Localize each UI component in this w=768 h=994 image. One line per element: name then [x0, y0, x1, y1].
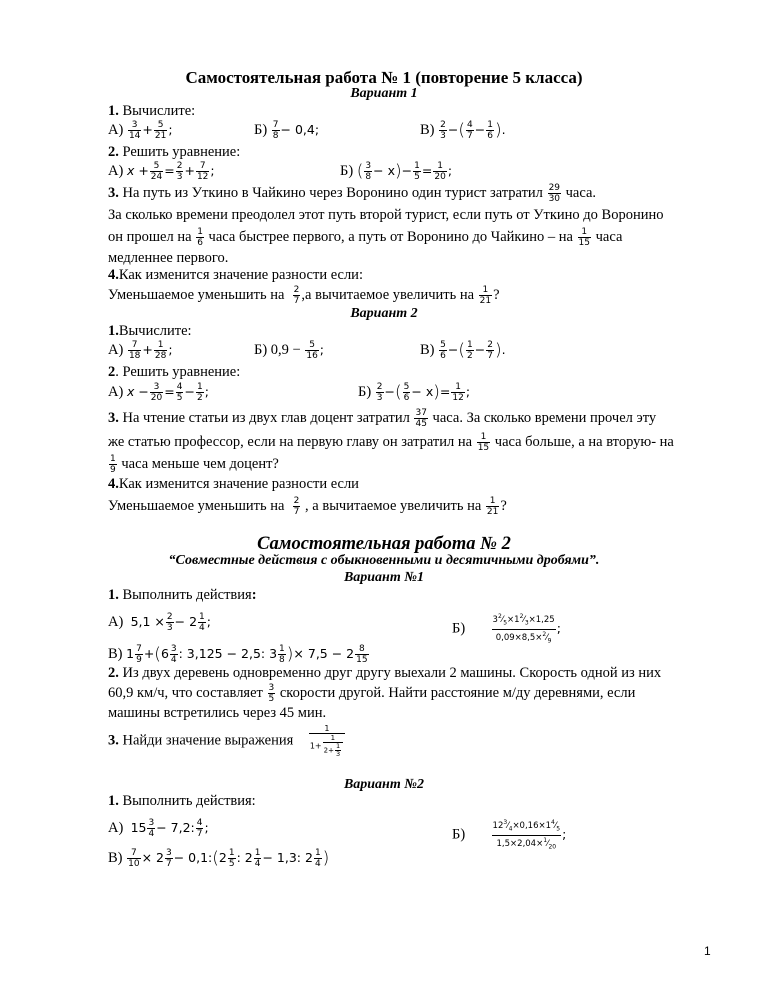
s1v2-task3-line3: $\frac{1}{9}$ часа меньше чем доцент? [110, 454, 279, 475]
s1v1-task3-line3: он прошел на $\frac{1}{6}$ часа быстрее первого, а путь от Воронино до Чайкино – на $\frac{1}{15}$ часа [108, 227, 623, 248]
s2v1-task1-c: В) 1 $\frac{7}{9}$ +(6 $\frac{3}{4}$ : 3,125 − 2,5: 3 $\frac{1}{8}$ )× 7,5 − 2 $\frac{8}{15}$ [108, 644, 368, 665]
s1v2-task1-a: А) $\frac{7}{18}$ + $\frac{1}{28}$ ; [108, 340, 173, 361]
page-number: 1 [704, 944, 711, 958]
s1v1-task2-a: А) x + $\frac{5}{24}$ = $\frac{2}{3}$ + $\frac{7}{12}$ ; [108, 161, 215, 182]
s2v1-task2-line1: 2. Из двух деревень одновременно друг другу выехали 2 машины. Скорость одной из них [108, 665, 662, 681]
s1v2-task1-c: В) $\frac{5}{6}$ −( $\frac{1}{2}$ − $\frac{2}{7}$ ). [420, 340, 506, 361]
s1v2-task4-line2: Уменьшаемое уменьшить на $\frac{2}{7}$ , а вычитаемое увеличить на $\frac{1}{21}$ ? [108, 496, 507, 517]
section2-variant1-title: Вариант №1 [343, 570, 425, 585]
s1v1-task2-b: Б) ( $\frac{3}{8}$ − x)− $\frac{1}{5}$ = $\frac{1}{20}$ ; [340, 161, 453, 182]
s2v1-task2-line2: 60,9 км/ч, что составляет $\frac{3}{5}$ скорости другой. Найти расстояние м/ду деревнями, если [108, 683, 636, 704]
section2-title: Самостоятельная работа № 2 [257, 534, 511, 554]
s1v1-task4-line2: Уменьшаемое уменьшить на $\frac{2}{7}$ ,а вычитаемое увеличить на $\frac{1}{21}$ ? [108, 285, 500, 306]
s1v2-task3-line1: 3. На чтение статьи из двух глав доцент затратил $\frac{37}{45}$ часа. За сколько времени прочел эту [108, 408, 657, 429]
s2v2-task1-b: Б) $\frac{12^3⁄_4\times 0,16\times 1^4⁄_5}{1,5\times 2,04\times^1⁄_{20}}$ ; [452, 819, 567, 851]
s1v2-task2-header: 2. Решить уравнение: [108, 364, 241, 380]
section2-subtitle: “Совместные действия с обыкновенными и десятичными дробями”. [168, 553, 600, 568]
s2v2-task1-a: А) 15 $\frac{3}{4}$ − 7,2: $\frac{4}{7}$ ; [108, 818, 209, 839]
section1-variant1-title: Вариант 1 [350, 86, 418, 101]
s1v1-task1-a: А) $\frac{3}{14}$ + $\frac{5}{21}$ ; [108, 120, 173, 141]
s1v1-task4-header: 4.Как изменится значение разности если: [108, 267, 363, 283]
s1v1-task2-header: 2. Решить уравнение: [108, 144, 241, 160]
section1-variant2-title: Вариант 2 [350, 306, 418, 321]
s1v1-task1-header: 1. Вычислите: [108, 103, 196, 119]
section2-variant2-title: Вариант №2 [343, 777, 425, 792]
s1v1-task1-c: В) $\frac{2}{3}$ −( $\frac{4}{7}$ − $\frac{1}{6}$ ). [420, 120, 506, 141]
s1v2-task1-b: Б) 0,9 − $\frac{5}{16}$ ; [254, 340, 325, 361]
s2v1-task2-line3: машины встретились через 45 мин. [108, 705, 327, 721]
s1v2-task2-b: Б) $\frac{2}{3}$ −( $\frac{5}{6}$ − x)= $\frac{1}{12}$ ; [358, 382, 471, 403]
s2v1-task3: 3. Найди значение выражения 1 1+ 1 2+ $\frac{1}{3}$ [108, 724, 346, 758]
s2v2-task1-header: 1. Выполнить действия: [108, 793, 256, 809]
s2v1-task1-a: А) 5,1 × $\frac{2}{3}$ − 2 $\frac{1}{4}$ ; [108, 612, 211, 633]
s1v2-task1-header: 1.Вычислите: [108, 323, 192, 339]
s1v1-task3-line2: За сколько времени преодолел этот путь второй турист, если путь от Уткино до Воронино [108, 207, 664, 223]
s1v1-task3-line4: медленнее первого. [108, 250, 229, 266]
s1v2-task4-header: 4.Как изменится значение разности если [108, 476, 359, 492]
s1v2-task3-line2: же статью профессор, если на первую главу он затратил на $\frac{1}{15}$ часа больше, а на вторую- на [108, 432, 674, 453]
s2v2-task1-c: В) $\frac{7}{10}$ × 2 $\frac{3}{7}$ − 0,1:(2 $\frac{1}{5}$ : 2 $\frac{1}{4}$ − 1,3: 2 $\frac{1}{4}$ ) [108, 848, 330, 869]
section1-title: Самостоятельная работа № 1 (повторение 5 класса) [185, 68, 583, 87]
s1v1-task1-b: Б) $\frac{7}{8}$ − 0,4; [254, 120, 320, 141]
s1v2-task2-a: А) x − $\frac{3}{20}$ = $\frac{4}{5}$ − $\frac{1}{2}$ ; [108, 382, 209, 403]
s2v1-task1-b: Б) $\frac{3^2⁄_5\times 1^2⁄_3\times 1,25}{0,09\times 8,5\times^2⁄_9}$ ; [452, 613, 561, 645]
s2v1-task1-header: 1. Выполнить действия: [108, 587, 257, 603]
s1v1-task3-line1: 3. На путь из Уткино в Чайкино через Воронино один турист затратил $\frac{29}{30}$ часа. [108, 183, 597, 204]
